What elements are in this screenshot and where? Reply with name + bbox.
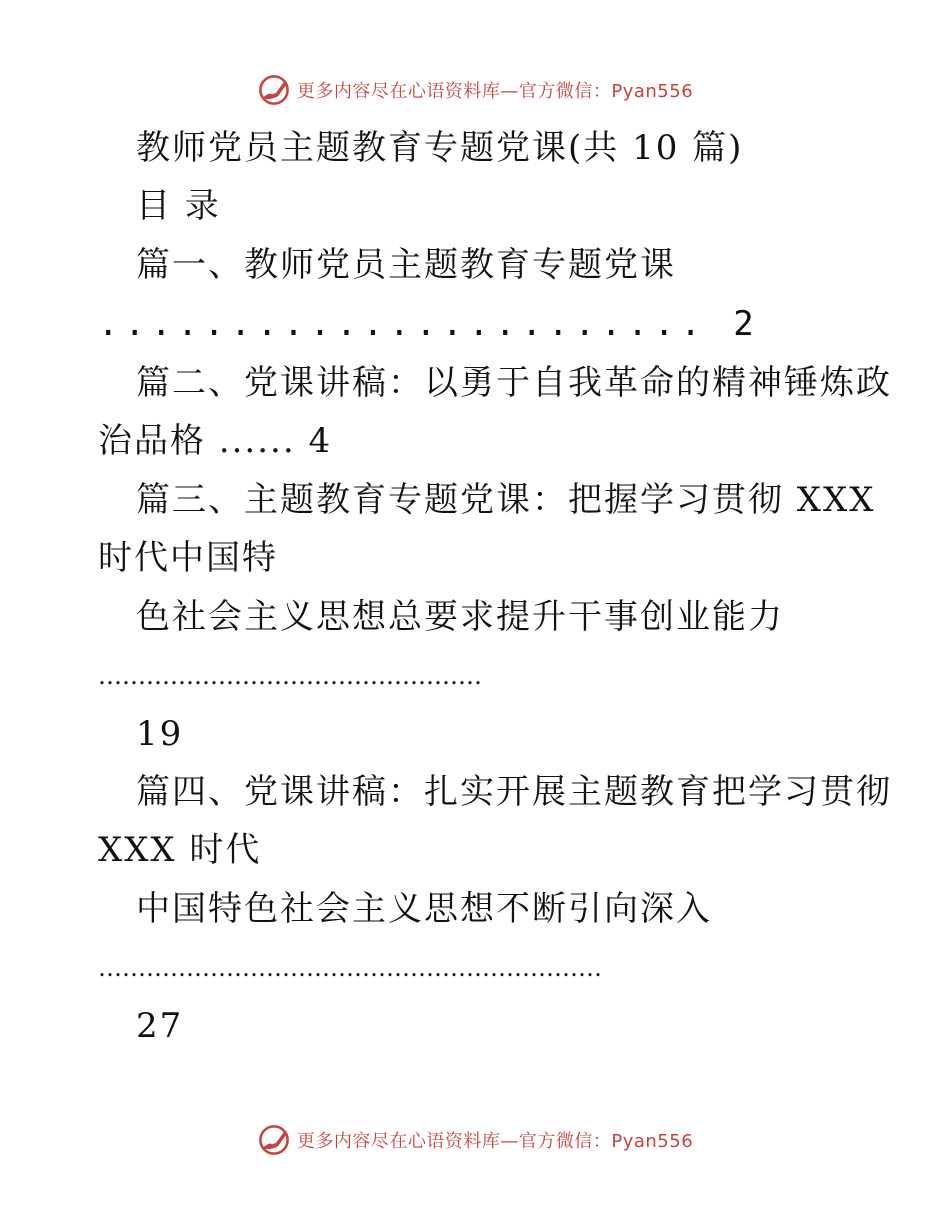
toc-entry-2-title: 篇二、党课讲稿：以勇于自我革命的精神锤炼政	[136, 363, 892, 403]
toc-entry-1-leader-page: ....................... 2	[98, 304, 760, 344]
watermark-contact: 官方微信：Pyan556	[518, 81, 694, 102]
watermark-brand: 更多内容尽在心语资料库	[296, 81, 501, 102]
toc-entry-4-page: 27	[136, 1006, 184, 1046]
toc-entry-3-title-cont: 时代中国特	[98, 538, 278, 578]
watermark-brand: 更多内容尽在心语资料库	[296, 1131, 501, 1152]
toc-entry-3-title-cont2: 色社会主义思想总要求提升干事创业能力	[136, 597, 784, 637]
toc-entry-3-leader: …………………………………………	[98, 662, 482, 690]
document-title: 教师党员主题教育专题党课(共 10 篇)	[136, 128, 744, 168]
pen-circle-logo-icon	[257, 1123, 291, 1157]
watermark-banner-bottom	[0, 1120, 950, 1160]
watermark-text	[297, 1127, 693, 1153]
toc-entry-3-page: 19	[136, 714, 184, 754]
toc-entry-4-leader: ………………………………………………………	[98, 954, 602, 982]
pen-circle-logo-icon	[257, 73, 291, 107]
watermark-banner-top	[0, 70, 950, 110]
toc-entry-4-title-cont2: 中国特色社会主义思想不断引向深入	[136, 889, 712, 929]
watermark-contact: 官方微信：Pyan556	[518, 1131, 694, 1152]
toc-heading: 目 录	[136, 186, 221, 226]
watermark-separator: —	[500, 81, 519, 102]
watermark-separator: —	[500, 1131, 519, 1152]
toc-entry-3-title: 篇三、主题教育专题党课：把握学习贯彻 XXX	[136, 480, 876, 520]
toc-entry-1-title: 篇一、教师党员主题教育专题党课	[136, 245, 676, 285]
toc-entry-2-title-cont: 治品格 ...... 4	[98, 421, 333, 461]
watermark-text	[297, 77, 693, 103]
toc-entry-4-title: 篇四、党课讲稿：扎实开展主题教育把学习贯彻	[136, 772, 892, 812]
toc-entry-4-title-cont: XXX 时代	[98, 830, 262, 870]
